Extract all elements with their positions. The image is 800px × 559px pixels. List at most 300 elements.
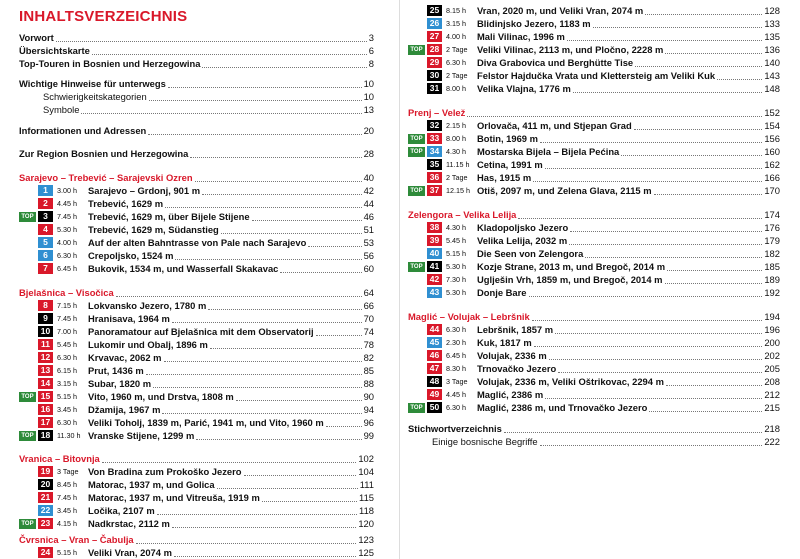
entry-title: Stichwortverzeichnis [408, 423, 502, 434]
top-badge-placeholder [408, 223, 425, 233]
tour-entry[interactable] [408, 30, 780, 43]
leader-dots [190, 150, 361, 158]
page-number: 166 [764, 172, 780, 183]
leader-dots [164, 354, 362, 362]
region-heading[interactable] [19, 452, 374, 465]
entry-title: Botin, 1969 m [477, 133, 538, 144]
tour-duration: 3.15 h [57, 379, 77, 388]
top-badge-placeholder [408, 19, 425, 29]
page-number: 28 [363, 148, 374, 159]
tour-entry[interactable] [19, 299, 374, 312]
page-number: 70 [363, 313, 374, 324]
leader-dots [326, 419, 362, 427]
tour-entry[interactable] [19, 429, 374, 442]
tour-duration: 11.30 h [57, 431, 81, 440]
page-number: 78 [363, 339, 374, 350]
tour-entry[interactable] [408, 362, 780, 375]
page-number: 182 [764, 248, 780, 259]
leader-dots [236, 393, 362, 401]
leader-dots [102, 455, 357, 463]
page-number: 10 [363, 78, 374, 89]
tour-entry[interactable] [408, 171, 780, 184]
tour-entry[interactable] [408, 43, 780, 56]
top-badge-placeholder [19, 238, 36, 248]
top-badge: TOP [408, 147, 425, 157]
page-number: 20 [363, 125, 374, 136]
leader-dots [654, 187, 763, 195]
entry-title: Trebević, 1629 m, Südanstieg [88, 224, 219, 235]
tour-duration: 5.45 h [57, 340, 77, 349]
tour-duration: 5.15 h [57, 392, 77, 401]
leader-dots [665, 276, 763, 284]
tour-entry[interactable] [408, 221, 780, 234]
region-heading[interactable] [408, 106, 780, 119]
page-number: 51 [363, 224, 374, 235]
page-number: 115 [359, 492, 374, 503]
page-number: 123 [358, 534, 374, 545]
entry-title: Kladopoljsko Jezero [477, 222, 569, 233]
toc-entry[interactable] [19, 124, 374, 137]
leader-dots [252, 213, 362, 221]
page-number: 133 [764, 18, 780, 29]
page-number: 111 [359, 479, 374, 490]
leader-dots [308, 239, 361, 247]
entry-title: Uglješin Vrh, 1859 m, und Bregoč, 2014 m [477, 274, 663, 285]
page-number: 179 [764, 235, 780, 246]
tour-duration: 3 Tage [446, 377, 468, 386]
leader-dots [573, 85, 763, 93]
page-number: 74 [363, 326, 374, 337]
leader-dots [168, 80, 362, 88]
entry-title: Bukovik, 1534 m, und Wasserfall Skakavac [88, 263, 279, 274]
top-badge-placeholder [19, 340, 36, 350]
tour-number: 11 [38, 339, 53, 350]
leader-dots [666, 378, 762, 386]
leader-dots [210, 341, 362, 349]
tour-duration: 5.30 h [446, 288, 466, 297]
entry-title: Von Bradina zum Prokoško Jezero [88, 466, 242, 477]
tour-duration: 6.30 h [446, 58, 466, 67]
entry-title: Velika Vlajna, 1776 m [477, 83, 571, 94]
entry-title: Cetina, 1991 m [477, 159, 543, 170]
page-number: 194 [764, 311, 780, 322]
tour-number: 36 [427, 172, 442, 183]
top-badge-placeholder [408, 275, 425, 285]
page-number: 218 [764, 423, 780, 434]
entry-title: Volujak, 2336 m, Veliki Oštrikovac, 2294 m [477, 376, 664, 387]
toc-entry[interactable] [19, 44, 374, 57]
tour-duration: 7.15 h [57, 301, 77, 310]
tour-entry[interactable] [19, 325, 374, 338]
tour-number: 5 [38, 237, 53, 248]
leader-dots [81, 106, 361, 114]
page-number: 205 [764, 363, 780, 374]
tour-entry[interactable] [408, 132, 780, 145]
tour-entry[interactable] [19, 517, 374, 530]
tour-entry[interactable] [19, 403, 374, 416]
tour-entry[interactable] [408, 145, 780, 158]
entry-title: Einige bosnische Begriffe [432, 436, 538, 447]
tour-number: 28 [427, 44, 442, 55]
tour-entry[interactable] [408, 184, 780, 197]
tour-duration: 3 Tage [57, 467, 79, 476]
entry-title: Die Seen von Zelengora [477, 248, 584, 259]
tour-duration: 2 Tage [446, 45, 468, 54]
tour-entry[interactable] [19, 504, 374, 517]
tour-entry[interactable] [19, 184, 374, 197]
page-number: 88 [363, 378, 374, 389]
tour-number: 17 [38, 417, 53, 428]
entry-title: Informationen und Adressen [19, 125, 147, 136]
page-number: 162 [764, 159, 780, 170]
tour-number: 3 [38, 211, 53, 222]
tour-entry[interactable] [19, 377, 374, 390]
tour-entry[interactable] [19, 236, 374, 249]
tour-number: 25 [427, 5, 442, 16]
leader-dots [56, 34, 367, 42]
tour-duration: 8.30 h [446, 364, 466, 373]
toc-entry[interactable] [19, 103, 374, 116]
page-number: 90 [363, 391, 374, 402]
leader-dots [162, 406, 361, 414]
page-number: 3 [368, 32, 374, 43]
entry-title: Top-Touren in Bosnien und Herzegowina [19, 58, 201, 69]
tour-duration: 3.15 h [446, 19, 466, 28]
entry-title: Ločika, 2107 m [88, 505, 155, 516]
page-number: 136 [764, 44, 780, 55]
tour-entry[interactable] [408, 56, 780, 69]
page-number: 212 [764, 389, 780, 400]
entry-title: Felstor Hajdučka Vrata und Klettersteig am Veliki Kuk [477, 70, 716, 81]
tour-number: 12 [38, 352, 53, 363]
tour-number: 46 [427, 350, 442, 361]
entry-title: Veliki Toholj, 1839 m, Parić, 1941 m, und Vito, 1960 m [88, 417, 324, 428]
region-heading[interactable] [408, 208, 780, 221]
tour-entry[interactable] [19, 210, 374, 223]
leader-dots [545, 161, 763, 169]
entry-title: Vran, 2020 m, und Veliki Vran, 2074 m [477, 5, 644, 16]
tour-entry[interactable] [19, 338, 374, 351]
leader-dots [665, 46, 762, 54]
top-badge-placeholder [19, 480, 36, 490]
entry-title: Kuk, 1817 m [477, 337, 532, 348]
tour-number: 37 [427, 185, 442, 196]
tour-entry[interactable] [19, 491, 374, 504]
entry-title: Maglić, 2386 m [477, 389, 544, 400]
leader-dots [195, 174, 362, 182]
leader-dots [635, 59, 762, 67]
tour-number: 23 [38, 518, 53, 529]
leader-dots [593, 20, 763, 28]
entry-title: Symbole [43, 104, 80, 115]
tour-entry[interactable] [408, 4, 780, 17]
tour-duration: 4.00 h [57, 238, 77, 247]
tour-duration: 6.30 h [57, 418, 77, 427]
leader-dots [146, 367, 362, 375]
tour-duration: 5.30 h [57, 225, 77, 234]
tour-entry[interactable] [408, 234, 780, 247]
tour-number: 2 [38, 198, 53, 209]
page-number: 174 [764, 209, 780, 220]
leader-dots [221, 226, 362, 234]
tour-duration: 5.15 h [57, 548, 77, 557]
leader-dots [545, 391, 762, 399]
entry-title: Zur Region Bosnien und Herzegowina [19, 148, 189, 159]
tour-number: 38 [427, 222, 442, 233]
page-number: 196 [764, 324, 780, 335]
entry-title: Lukomir und Obalj, 1896 m [88, 339, 208, 350]
page-number: 94 [363, 404, 374, 415]
entry-title: Trebević, 1629 m, über Bijele Stijene [88, 211, 250, 222]
toc-entry[interactable] [19, 90, 374, 103]
tour-entry[interactable] [408, 336, 780, 349]
top-badge-placeholder [19, 225, 36, 235]
top-badge-placeholder [19, 301, 36, 311]
top-badge-placeholder [408, 32, 425, 42]
top-badge-placeholder [408, 173, 425, 183]
leader-dots [262, 494, 357, 502]
tour-number: 32 [427, 120, 442, 131]
tour-duration: 6.30 h [57, 353, 77, 362]
tour-entry[interactable] [408, 69, 780, 82]
page-number: 222 [764, 436, 780, 447]
entry-title: Schwierigkeitskategorien [43, 91, 147, 102]
top-badge-placeholder [19, 548, 36, 558]
leader-dots [244, 468, 357, 476]
tour-number: 31 [427, 83, 442, 94]
top-badge-placeholder [408, 364, 425, 374]
tour-entry[interactable] [408, 119, 780, 132]
tour-duration: 3.45 h [57, 405, 77, 414]
tour-entry[interactable] [19, 478, 374, 491]
entry-title: Vorwort [19, 32, 54, 43]
region-heading[interactable] [408, 310, 780, 323]
entry-title: Orlovača, 411 m, und Stjepan Grad [477, 120, 632, 131]
page-number: 128 [764, 5, 780, 16]
tour-number: 1 [38, 185, 53, 196]
toc-entry[interactable] [19, 31, 374, 44]
tour-entry[interactable] [408, 17, 780, 30]
tour-entry[interactable] [408, 286, 780, 299]
region-heading[interactable] [19, 533, 374, 546]
tour-number: 22 [38, 505, 53, 516]
top-badge-placeholder [408, 288, 425, 298]
page-number: 8 [368, 58, 374, 69]
tour-duration: 6.30 h [57, 251, 77, 260]
toc-entry[interactable] [408, 422, 780, 435]
leader-dots [175, 252, 361, 260]
top-badge-placeholder [408, 390, 425, 400]
top-badge-placeholder [19, 366, 36, 376]
tour-number: 9 [38, 313, 53, 324]
tour-entry[interactable] [408, 158, 780, 171]
entry-title: Mali Vilinac, 1996 m [477, 31, 565, 42]
entry-title: Veliki Vilinac, 2113 m, und Pločno, 2228 m [477, 44, 664, 55]
leader-dots [172, 520, 357, 528]
entry-title: Has, 1915 m [477, 172, 532, 183]
leader-dots [621, 148, 762, 156]
top-badge-placeholder [19, 506, 36, 516]
page-number: 192 [764, 287, 780, 298]
entry-title: Crepoljsko, 1524 m [88, 250, 174, 261]
region-heading[interactable] [19, 171, 374, 184]
leader-dots [202, 60, 366, 68]
entry-title: Diva Grabovica und Berghütte Tise [477, 57, 634, 68]
tour-number: 20 [38, 479, 53, 490]
right-page [400, 0, 800, 559]
tour-entry[interactable] [408, 260, 780, 273]
tour-duration: 4.15 h [57, 519, 77, 528]
tour-number: 24 [38, 547, 53, 558]
tour-entry[interactable] [19, 390, 374, 403]
tour-entry[interactable] [19, 351, 374, 364]
tour-entry[interactable] [19, 223, 374, 236]
top-badge: TOP [19, 431, 36, 441]
leader-dots [148, 127, 361, 135]
leader-dots [717, 72, 762, 80]
tour-entry[interactable] [408, 401, 780, 414]
leader-dots [157, 507, 357, 515]
leader-dots [518, 211, 762, 219]
entry-title: Otiš, 2097 m, und Zelena Glava, 2115 m [477, 185, 652, 196]
leader-dots [208, 302, 361, 310]
tour-entry[interactable] [408, 375, 780, 388]
tour-entry[interactable] [408, 349, 780, 362]
entry-title: Sarajevo – Grdonj, 901 m [88, 185, 201, 196]
tour-entry[interactable] [408, 388, 780, 401]
tour-duration: 6.15 h [57, 366, 77, 375]
tour-duration: 12.15 h [446, 186, 470, 195]
tour-duration: 4.00 h [446, 32, 466, 41]
tour-entry[interactable] [408, 323, 780, 336]
page-number: 170 [764, 185, 780, 196]
leader-dots [467, 109, 762, 117]
top-badge-placeholder [408, 249, 425, 259]
leader-dots [174, 549, 356, 557]
page-number: 135 [764, 31, 780, 42]
top-badge-placeholder [19, 493, 36, 503]
entry-title: Blidinjsko Jezero, 1183 m [477, 18, 591, 29]
page-number: 148 [764, 83, 780, 94]
top-badge-placeholder [408, 338, 425, 348]
tour-duration: 4.30 h [446, 147, 466, 156]
tour-number: 39 [427, 235, 442, 246]
tour-duration: 6.45 h [57, 264, 77, 273]
top-badge: TOP [408, 45, 425, 55]
tour-number: 45 [427, 337, 442, 348]
tour-number: 18 [38, 430, 53, 441]
tour-duration: 3.00 h [57, 186, 77, 195]
entry-title: Trnovačko Jezero [477, 363, 557, 374]
leader-dots [165, 200, 362, 208]
tour-duration: 2.30 h [446, 338, 466, 347]
leader-dots [540, 438, 763, 446]
page-number: 120 [358, 518, 374, 529]
toc-entry[interactable] [19, 147, 374, 160]
tour-entry[interactable] [19, 262, 374, 275]
entry-title: Maglić – Volujak – Lebršnik [408, 311, 530, 322]
tour-entry[interactable] [19, 312, 374, 325]
tour-duration: 4.45 h [446, 390, 466, 399]
tour-duration: 7.45 h [57, 212, 77, 221]
leader-dots [567, 33, 762, 41]
tour-entry[interactable] [19, 546, 374, 559]
page-number: 44 [363, 198, 374, 209]
tour-entry[interactable] [19, 465, 374, 478]
page-number: 185 [764, 261, 780, 272]
tour-duration: 6.30 h [446, 325, 466, 334]
tour-duration: 7.00 h [57, 327, 77, 336]
tour-number: 19 [38, 466, 53, 477]
entry-title: Übersichtskarte [19, 45, 90, 56]
top-badge-placeholder [19, 467, 36, 477]
tour-entry[interactable] [408, 82, 780, 95]
leader-dots [532, 313, 763, 321]
tour-entry[interactable] [19, 416, 374, 429]
top-badge-placeholder [19, 251, 36, 261]
page-number: 215 [764, 402, 780, 413]
tour-number: 30 [427, 70, 442, 81]
top-badge-placeholder [408, 351, 425, 361]
page-number: 118 [359, 505, 374, 516]
leader-dots [280, 265, 361, 273]
page-number: 66 [363, 300, 374, 311]
leader-dots [116, 289, 362, 297]
region-heading[interactable] [19, 286, 374, 299]
tour-entry[interactable] [19, 364, 374, 377]
leader-dots [569, 237, 762, 245]
tour-entry[interactable] [408, 273, 780, 286]
tour-number: 16 [38, 404, 53, 415]
tour-entry[interactable] [19, 249, 374, 262]
page-number: 6 [368, 45, 374, 56]
tour-entry[interactable] [408, 247, 780, 260]
top-badge-placeholder [408, 325, 425, 335]
top-badge: TOP [19, 212, 36, 222]
entry-title: Maglić, 2386 m, und Trnovačko Jezero [477, 402, 648, 413]
entry-title: Mostarska Bijela – Bijela Pećina [477, 146, 620, 157]
toc-entry[interactable] [19, 77, 374, 90]
tour-duration: 8.45 h [57, 480, 77, 489]
leader-dots [558, 365, 762, 373]
toc-entry[interactable] [19, 57, 374, 70]
page-number: 64 [363, 287, 374, 298]
tour-duration: 3.45 h [57, 506, 77, 515]
entry-title: Vito, 1960 m, und Drstva, 1808 m [88, 391, 234, 402]
tour-entry[interactable] [19, 197, 374, 210]
top-badge: TOP [408, 262, 425, 272]
tour-number: 43 [427, 287, 442, 298]
toc-entry[interactable] [408, 435, 780, 448]
tour-duration: 7.45 h [57, 314, 77, 323]
page-number: 10 [363, 91, 374, 102]
page-number: 152 [764, 107, 780, 118]
tour-number: 21 [38, 492, 53, 503]
tour-number: 35 [427, 159, 442, 170]
entry-title: Vranske Stijene, 1299 m [88, 430, 195, 441]
top-badge-placeholder [408, 58, 425, 68]
page-number: 13 [363, 104, 374, 115]
page-number: 104 [358, 466, 374, 477]
leader-dots [136, 536, 357, 544]
tour-number: 41 [427, 261, 442, 272]
top-badge-placeholder [408, 377, 425, 387]
entry-title: Donje Bare [477, 287, 527, 298]
tour-duration: 7.45 h [57, 493, 77, 502]
leader-dots [645, 7, 762, 15]
top-badge-placeholder [408, 71, 425, 81]
leader-dots [504, 425, 763, 433]
